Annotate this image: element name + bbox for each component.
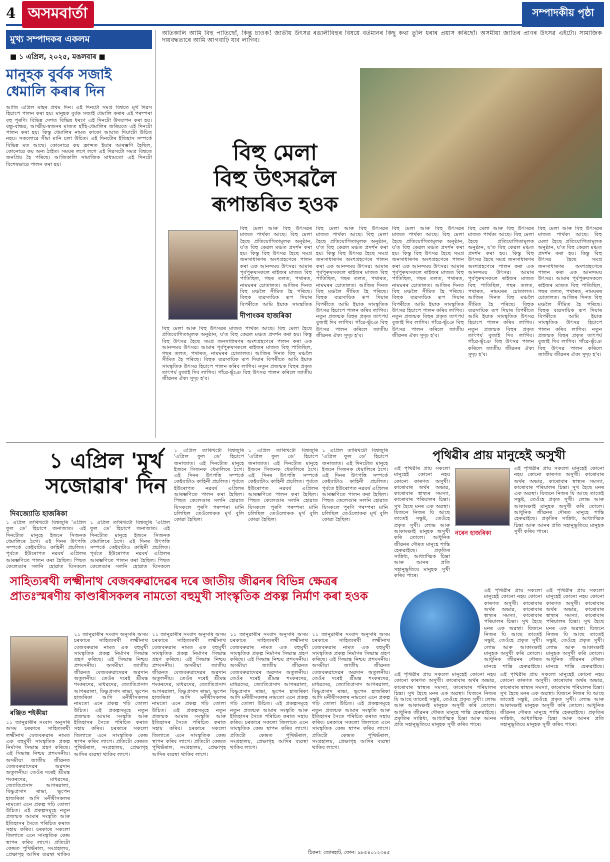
bihu-author: দীপাংকৰ হাজৰিকা: [240, 312, 292, 320]
editorial-header: মুখ্য সম্পাদকৰ একলম: [6, 30, 152, 49]
fools-body-col-1: ১ এপ্ৰিল তাৰিখটো বিশ্বজুৰি 'এপ্ৰিল ফুল ডে' হিচাপে জনাজাত। এই দিনটোত মানুহে ইজনে সিজনক ধেমালিৰে ঠগে। এই দিনৰ উৎপত্তি সম্পৰ্কে কেইবাটাও কাহিনী প্ৰচলিত। পূৰ্বতে ইউৰোপত নৱবৰ্ষ এপ্ৰিলৰ আৰম্ভণিতে পালন কৰা হৈছিল। পিছত কেলেণ্ডাৰ সলনি হোৱাত যিসকলে: [6, 520, 86, 570]
fools-body-col-5: ১ এপ্ৰিল তাৰিখটো বিশ্বজুৰি 'এপ্ৰিল ফুল ডে' হিচাপে জনাজাত। এই দিনটোত মানুহে ইজনে সিজনক ধেমালিৰে ঠগে। এই দিনৰ উৎপত্তি সম্পৰ্কে কেইবাটাও কাহিনী প্ৰচলিত। পূৰ্বতে ইউৰোপত নৱবৰ্ষ এপ্ৰিলৰ আৰম্ভণিতে পালন কৰা হৈছিল। পিছত কেলেণ্ডাৰ সলনি হোৱাত যিসকলে পুৰণি পৰম্পৰা মানি চলিছিল তেওঁলোকক মূৰ্খ বুলি কোৱা হৈছিল।: [322, 448, 388, 524]
bihu-body-col-2: বিহু মেলা আৰু বিহু উৎসৱৰ মাজত পাৰ্থক্য আছে। বিহু মেলা হৈছে প্ৰতিযোগিতামূলক অনুষ্ঠান, য'ত বিহু কেৱল মঞ্চত প্ৰদৰ্শন কৰা হয়। কিন্তু বিহু উৎসৱ হৈছে সমগ্ৰ জনসাধাৰণৰ অংশগ্ৰহণেৰে পালন কৰা এক আনন্দময় উৎসৱ। আমাৰ পূৰ্বপুৰুষসকলে ৰাইজৰ মাজত বিহু পাতিছিল, গছৰ তলত, পথাৰত, নামঘৰৰ চোতালত। আজিৰ দিনত বিহু মঞ্চলৈ সীমিত হৈ পৰিছে। বিহুক ব্যৱসায়িক ৰূপ দিয়াৰ বিপৰীতে আমি ইয়াক সাংস্কৃতিক উৎসৱ হিচাপে পালন কৰিব লাগিব। নতুন প্ৰজন্মক বিহুৰ প্ৰকৃত তাৎপৰ্য বুজাই দিব লাগিব। গাঁৱে-ভূঁঞে বিহু উৎসৱ পালন কৰিলে জাতীয় জীৱনৰ ঐক্য সুদৃঢ় হ'ব।: [162, 326, 312, 383]
sahitya-body-col-5: ১১ জানুৱাৰীৰ সংবাদ অনুসৰি অসম চৰকাৰে সাহিত্যৰথী লক্ষ্মীনাথ বেজবৰুৱাৰ নামত এক বহুমুখী সাংস্কৃতিক প্ৰকল্প নিৰ্মাণৰ সিদ্ধান্ত গ্ৰহণ কৰিছে। এই সিদ্ধান্ত নিশ্চয় প্ৰশংসনীয়। অসমীয়া জাতীয় জীৱনত বেজবৰুৱাদেৱৰ অৱদান অতুলনীয়। তেওঁৰ দৰেই শ্ৰীমন্ত শংকৰদেৱ, মাধৱদেৱ, জ্যোতিপ্ৰসাদ আগৰৱালা, বিষ্ণুপ্ৰসাদ ৰাভা, ভূপেন হাজৰিকা আদি মনীষীসকলৰ নামতো এনে প্ৰকল্প গঢ়ি তোলা উচিত। এই প্ৰকল্পসমূহে নতুন প্ৰজন্মক আমাৰ সংস্কৃতি আৰু ইতিহাসৰ সৈতে পৰিচিত কৰাত সহায় কৰিব। চৰকাৰে সকলো জিলাতে এনে সাংস্কৃতিক কেন্দ্ৰ স্থাপন কৰিব লাগে। প্ৰতিটো কেন্দ্ৰত পুথিভঁৰাল, সংগ্ৰহালয়, প্ৰেক্ষাগৃহ আদিৰ ব্যৱস্থা থাকিব লাগে।: [312, 632, 390, 752]
earth-body-col-6: এই পৃথিৱীৰ প্ৰায় সকলো মানুহেই কোনো নহয় কোনো কাৰণত অসুখী। কাৰোবাৰ অৰ্থৰ অভাৱ, কাৰোবাৰ স্বাস্থ্যৰ সমস্যা, কাৰোবাৰ পৰিয়ালৰ চিন্তা। সুখ হৈছে মনৰ এক অৱস্থা। যিজনে নিজৰ যি আছে তাতেই সন্তুষ্ট, তেওঁহে প্ৰকৃত সুখী। লোভ আৰু আকাংক্ষাই মানুহক অসুখী কৰি তোলে। আধুনিক জীৱনৰ দৌৰত মানুহে শান্তি হেৰুৱাইছে। প্ৰকৃতিৰ সান্নিধ্য, আধ্যাত্মিক চিন্তা আৰু আনৰ প্ৰতি সহানুভূতিয়ে মানুহক সুখী কৰিব পাৰে।: [500, 672, 604, 729]
earth-body-col-3: এই পৃথিৱীৰ প্ৰায় সকলো মানুহেই কোনো নহয় কোনো কাৰণত অসুখী। কাৰোবাৰ অৰ্থৰ অভাৱ, কাৰোবাৰ স্বাস্থ্যৰ সমস্যা, কাৰোবাৰ পৰিয়ালৰ চিন্তা। সুখ হৈছে মনৰ এক অৱস্থা। যিজনে নিজৰ যি আছে তাতেই সন্তুষ্ট, তেওঁহে প্ৰকৃত সুখী। লোভ আৰু আকাংক্ষাই মানুহক অসুখী কৰি তোলে। আধুনিক জীৱনৰ দৌৰত মানুহে শান্তি হেৰুৱাইছে।: [484, 588, 542, 668]
sahitya-signoff: ঠিকনা: জোৰহাট, ফোন: ৯৮৫৪০১২৩৪৫: [308, 850, 390, 856]
paper-logo: অসমবাৰ্তা: [22, 1, 94, 28]
bihu-dance-photo: [360, 68, 602, 218]
fools-headline-line-1: ১ এপ্ৰিল 'মূৰ্খ: [49, 448, 163, 473]
bihu-author-photo: [168, 230, 238, 320]
sahitya-author: ৰঞ্জিত শইকীয়া: [10, 709, 48, 717]
section-label: সম্পাদকীয় পৃষ্ঠা: [522, 2, 604, 27]
editorial-column: [6, 30, 156, 438]
bihu-headline-line-3: ৰূপান্তৰিত হওক: [211, 192, 339, 216]
editorial-headline: মানুহক বুৰ্বক সজাই ধেমালি কৰাৰ দিন: [6, 67, 112, 100]
earth-body-col-2: এই পৃথিৱীৰ প্ৰায় সকলো মানুহেই কোনো নহয় কোনো কাৰণত অসুখী। কাৰোবাৰ অৰ্থৰ অভাৱ, কাৰোবাৰ স্বাস্থ্যৰ সমস্যা, কাৰোবাৰ পৰিয়ালৰ চিন্তা। সুখ হৈছে মনৰ এক অৱস্থা। যিজনে নিজৰ যি আছে তাতেই সন্তুষ্ট, তেওঁহে প্ৰকৃত সুখী। লোভ আৰু আকাংক্ষাই মানুহক অসুখী কৰি তোলে। আধুনিক জীৱনৰ দৌৰত মানুহে শান্তি হেৰুৱাইছে। প্ৰকৃতিৰ সান্নিধ্য, আধ্যাত্মিক চিন্তা আৰু আনৰ প্ৰতি সহানুভূতিয়ে মানুহক সুখী কৰিব পাৰে।: [514, 466, 604, 535]
earth-author: নৰেন হাজৰিকা: [455, 530, 492, 537]
bihu-headline: [200, 140, 350, 216]
masthead: [6, 4, 604, 26]
sahitya-body-col-1: ১১ জানুৱাৰীৰ সংবাদ অনুসৰি অসম চৰকাৰে সাহিত্যৰথী লক্ষ্মীনাথ বেজবৰুৱাৰ নামত এক বহুমুখী সাংস্কৃতিক প্ৰকল্প নিৰ্মাণৰ সিদ্ধান্ত গ্ৰহণ কৰিছে। এই সিদ্ধান্ত নিশ্চয় প্ৰশংসনীয়। অসমীয়া জাতীয় জীৱনত বেজবৰুৱাদেৱৰ অৱদান অতুলনীয়। তেওঁৰ দৰেই শ্ৰীমন্ত শংকৰদেৱ, মাধৱদেৱ, জ্যোতিপ্ৰসাদ আগৰৱালা, বিষ্ণুপ্ৰসাদ ৰাভা, ভূপেন হাজৰিকা আদি মনীষীসকলৰ নামতো এনে প্ৰকল্প গঢ়ি তোলা উচিত। এই প্ৰকল্পসমূহে নতুন প্ৰজন্মক আমাৰ সংস্কৃতি আৰু ইতিহাসৰ সৈতে পৰিচিত কৰাত সহায় কৰিব। চৰকাৰে সকলো জিলাতে এনে সাংস্কৃতিক কেন্দ্ৰ স্থাপন কৰিব লাগে। প্ৰতিটো কেন্দ্ৰত পুথিভঁৰাল, সংগ্ৰহালয়, প্ৰেক্ষাগৃহ আদিৰ ব্যৱস্থা থাকিব: [6, 720, 70, 858]
bihu-body-col-6: বিহু মেলা আৰু বিহু উৎসৱৰ মাজত পাৰ্থক্য আছে। বিহু মেলা হৈছে প্ৰতিযোগিতামূলক অনুষ্ঠান, য'ত বিহু কেৱল মঞ্চত প্ৰদৰ্শন কৰা হয়। কিন্তু বিহু উৎসৱ হৈছে সমগ্ৰ জনসাধাৰণৰ অংশগ্ৰহণেৰে পালন কৰা এক আনন্দময় উৎসৱ। আমাৰ পূৰ্বপুৰুষসকলে ৰাইজৰ মাজত বিহু পাতিছিল, গছৰ তলত, পথাৰত, নামঘৰৰ চোতালত। আজিৰ দিনত বিহু মঞ্চলৈ সীমিত হৈ পৰিছে। বিহুক ব্যৱসায়িক ৰূপ দিয়াৰ বিপৰীতে আমি ইয়াক সাংস্কৃতিক উৎসৱ হিচাপে পালন কৰিব লাগিব। নতুন প্ৰজন্মক বিহুৰ প্ৰকৃত তাৎপৰ্য বুজাই দিব লাগিব। গাঁৱে-ভূঁঞে বিহু উৎসৱ পালন কৰিলে জাতীয় জীৱনৰ ঐক্য সুদৃঢ় হ'ব।: [538, 226, 602, 358]
bihu-body-col-1: বিহু মেলা আৰু বিহু উৎসৱৰ মাজত পাৰ্থক্য আছে। বিহু মেলা হৈছে প্ৰতিযোগিতামূলক অনুষ্ঠান, য'ত বিহু কেৱল মঞ্চত প্ৰদৰ্শন কৰা হয়। কিন্তু বিহু উৎসৱ হৈছে সমগ্ৰ জনসাধাৰণৰ অংশগ্ৰহণেৰে পালন কৰা এক আনন্দময় উৎসৱ। আমাৰ পূৰ্বপুৰুষসকলে ৰাইজৰ মাজত বিহু পাতিছিল, গছৰ তলত, পথাৰত, নামঘৰৰ চোতালত। আজিৰ দিনত বিহু মঞ্চলৈ সীমিত হৈ পৰিছে। বিহুক ব্যৱসায়িক ৰূপ দিয়াৰ বিপৰীতে আমি ইয়াক সাংস্কৃতিক: [240, 226, 312, 306]
earth-author-photo: [455, 468, 510, 526]
fools-body-col-4: ১ এপ্ৰিল তাৰিখটো বিশ্বজুৰি 'এপ্ৰিল ফুল ডে' হিচাপে জনাজাত। এই দিনটোত মানুহে ইজনে সিজনক ধেমালিৰে ঠগে। এই দিনৰ উৎপত্তি সম্পৰ্কে কেইবাটাও কাহিনী প্ৰচলিত। পূৰ্বতে ইউৰোপত নৱবৰ্ষ এপ্ৰিলৰ আৰম্ভণিতে পালন কৰা হৈছিল। পিছত কেলেণ্ডাৰ সলনি হোৱাত যিসকলে পুৰণি পৰম্পৰা মানি চলিছিল তেওঁলোকক মূৰ্খ বুলি কোৱা হৈছিল।: [248, 448, 318, 524]
fools-body-col-3: ১ এপ্ৰিল তাৰিখটো বিশ্বজুৰি 'এপ্ৰিল ফুল ডে' হিচাপে জনাজাত। এই দিনটোত মানুহে ইজনে সিজনক ধেমালিৰে ঠগে। এই দিনৰ উৎপত্তি সম্পৰ্কে কেইবাটাও কাহিনী প্ৰচলিত। পূৰ্বতে ইউৰোপত নৱবৰ্ষ এপ্ৰিলৰ আৰম্ভণিতে পালন কৰা হৈছিল। পিছত কেলেণ্ডাৰ সলনি হোৱাত যিসকলে পুৰণি পৰম্পৰা মানি চলিছিল তেওঁলোকক মূৰ্খ বুলি কোৱা হৈছিল।: [174, 448, 244, 524]
bihu-intro: অতিকালি আমি বিহু পাতিছোঁ, কিন্তু চাওক! জাতীয় উৎসৱ ৰঙালীবিহুৰ বিষয়ে বৰ্তমানৰ কিছু কথা তুলি ধৰাৰ প্ৰয়াস কৰিছোঁ। অসমীয়া জাতিৰ প্ৰাণৰ উৎসৱ এইটো। সামাজিক দায়বদ্ধতাৰে আমি আগবাঢ়ি যাব লাগিব।: [162, 30, 602, 45]
earth-globe-image: [400, 588, 480, 668]
bihu-body-col-4: বিহু মেলা আৰু বিহু উৎসৱৰ মাজত পাৰ্থক্য আছে। বিহু মেলা হৈছে প্ৰতিযোগিতামূলক অনুষ্ঠান, য'ত বিহু কেৱল মঞ্চত প্ৰদৰ্শন কৰা হয়। কিন্তু বিহু উৎসৱ হৈছে সমগ্ৰ জনসাধাৰণৰ অংশগ্ৰহণেৰে পালন কৰা এক আনন্দময় উৎসৱ। আমাৰ পূৰ্বপুৰুষসকলে ৰাইজৰ মাজত বিহু পাতিছিল, গছৰ তলত, পথাৰত, নামঘৰৰ চোতালত। আজিৰ দিনত বিহু মঞ্চলৈ সীমিত হৈ পৰিছে। বিহুক ব্যৱসায়িক ৰূপ দিয়াৰ বিপৰীতে আমি ইয়াক সাংস্কৃতিক উৎসৱ হিচাপে পালন কৰিব লাগিব। নতুন প্ৰজন্মক বিহুৰ প্ৰকৃত তাৎপৰ্য বুজাই দিব লাগিব। গাঁৱে-ভূঁঞে বিহু উৎসৱ পালন কৰিলে জাতীয় জীৱনৰ ঐক্য সুদৃঢ় হ'ব।: [392, 226, 464, 340]
editorial-date: ■ ১ এপ্ৰিল, ২০২৫, মঙলবাৰ ■: [10, 53, 106, 61]
page-number: 4: [6, 6, 16, 22]
fools-headline-line-2: সজোৱাৰ' দিন: [45, 473, 167, 498]
sahitya-body-col-2: ১১ জানুৱাৰীৰ সংবাদ অনুসৰি অসম চৰকাৰে সাহিত্যৰথী লক্ষ্মীনাথ বেজবৰুৱাৰ নামত এক বহুমুখী সাংস্কৃতিক প্ৰকল্প নিৰ্মাণৰ সিদ্ধান্ত গ্ৰহণ কৰিছে। এই সিদ্ধান্ত নিশ্চয় প্ৰশংসনীয়। অসমীয়া জাতীয় জীৱনত বেজবৰুৱাদেৱৰ অৱদান অতুলনীয়। তেওঁৰ দৰেই শ্ৰীমন্ত শংকৰদেৱ, মাধৱদেৱ, জ্যোতিপ্ৰসাদ আগৰৱালা, বিষ্ণুপ্ৰসাদ ৰাভা, ভূপেন হাজৰিকা আদি মনীষীসকলৰ নামতো এনে প্ৰকল্প গঢ়ি তোলা উচিত। এই প্ৰকল্পসমূহে নতুন প্ৰজন্মক আমাৰ সংস্কৃতি আৰু ইতিহাসৰ সৈতে পৰিচিত কৰাত সহায় কৰিব। চৰকাৰে সকলো জিলাতে এনে সাংস্কৃতিক কেন্দ্ৰ স্থাপন কৰিব লাগে। প্ৰতিটো কেন্দ্ৰত পুথিভঁৰাল, সংগ্ৰহালয়, প্ৰেক্ষাগৃহ আদিৰ ব্যৱস্থা থাকিব লাগে।: [74, 632, 148, 758]
earth-body-col-5: এই পৃথিৱীৰ প্ৰায় সকলো মানুহেই কোনো নহয় কোনো কাৰণত অসুখী। কাৰোবাৰ অৰ্থৰ অভাৱ, কাৰোবাৰ স্বাস্থ্যৰ সমস্যা, কাৰোবাৰ পৰিয়ালৰ চিন্তা। সুখ হৈছে মনৰ এক অৱস্থা। যিজনে নিজৰ যি আছে তাতেই সন্তুষ্ট, তেওঁহে প্ৰকৃত সুখী। লোভ আৰু আকাংক্ষাই মানুহক অসুখী কৰি তোলে। আধুনিক জীৱনৰ দৌৰত মানুহে শান্তি হেৰুৱাইছে। প্ৰকৃতিৰ সান্নিধ্য, আধ্যাত্মিক চিন্তা আৰু আনৰ প্ৰতি সহানুভূতিয়ে মানুহক সুখী কৰিব পাৰে।: [394, 672, 496, 729]
bihu-body-col-3: বিহু মেলা আৰু বিহু উৎসৱৰ মাজত পাৰ্থক্য আছে। বিহু মেলা হৈছে প্ৰতিযোগিতামূলক অনুষ্ঠান, য'ত বিহু কেৱল মঞ্চত প্ৰদৰ্শন কৰা হয়। কিন্তু বিহু উৎসৱ হৈছে সমগ্ৰ জনসাধাৰণৰ অংশগ্ৰহণেৰে পালন কৰা এক আনন্দময় উৎসৱ। আমাৰ পূৰ্বপুৰুষসকলে ৰাইজৰ মাজত বিহু পাতিছিল, গছৰ তলত, পথাৰত, নামঘৰৰ চোতালত। আজিৰ দিনত বিহু মঞ্চলৈ সীমিত হৈ পৰিছে। বিহুক ব্যৱসায়িক ৰূপ দিয়াৰ বিপৰীতে আমি ইয়াক সাংস্কৃতিক উৎসৱ হিচাপে পালন কৰিব লাগিব। নতুন প্ৰজন্মক বিহুৰ প্ৰকৃত তাৎপৰ্য বুজাই দিব লাগিব। গাঁৱে-ভূঁঞে বিহু উৎসৱ পালন কৰিলে জাতীয় জীৱনৰ ঐক্য সুদৃঢ় হ'ব।: [316, 226, 388, 340]
divider-horizontal: [6, 442, 604, 443]
sahitya-headline: সাহিত্যৰথী লক্ষ্মীনাথ বেজবৰুৱাদেৱৰ দৰে জাতীয় জীৱনৰ বিভিন্ন ক্ষেত্ৰৰ প্ৰাতঃস্মৰণীয় কাণ্ডাৰীসকলৰ নামতো বহুমুখী সাংস্কৃতিক প্ৰকল্প নিৰ্মাণ কৰা হওক: [10, 574, 368, 603]
earth-body-col-1: এই পৃথিৱীৰ প্ৰায় সকলো মানুহেই কোনো নহয় কোনো কাৰণত অসুখী। কাৰোবাৰ অৰ্থৰ অভাৱ, কাৰোবাৰ স্বাস্থ্যৰ সমস্যা, কাৰোবাৰ পৰিয়ালৰ চিন্তা। সুখ হৈছে মনৰ এক অৱস্থা। যিজনে নিজৰ যি আছে তাতেই সন্তুষ্ট, তেওঁহে প্ৰকৃত সুখী। লোভ আৰু আকাংক্ষাই মানুহক অসুখী কৰি তোলে। আধুনিক জীৱনৰ দৌৰত মানুহে শান্তি হেৰুৱাইছে। প্ৰকৃতিৰ সান্নিধ্য, আধ্যাত্মিক চিন্তা আৰু আনৰ প্ৰতি সহানুভূতিয়ে মানুহক সুখী কৰিব পাৰে।: [394, 466, 450, 580]
fools-author: দিবজ্যোতি হাজৰিকা: [10, 510, 68, 518]
bihu-headline-line-1: বিহু মেলা: [232, 140, 318, 166]
earth-headline: পৃথিৱীৰ প্ৰায় মানুহেই অসুখী: [432, 448, 566, 462]
bihu-body-col-5: বিহু মেলা আৰু বিহু উৎসৱৰ মাজত পাৰ্থক্য আছে। বিহু মেলা হৈছে প্ৰতিযোগিতামূলক অনুষ্ঠান, য'ত বিহু কেৱল মঞ্চত প্ৰদৰ্শন কৰা হয়। কিন্তু বিহু উৎসৱ হৈছে সমগ্ৰ জনসাধাৰণৰ অংশগ্ৰহণেৰে পালন কৰা এক আনন্দময় উৎসৱ। আমাৰ পূৰ্বপুৰুষসকলে ৰাইজৰ মাজত বিহু পাতিছিল, গছৰ তলত, পথাৰত, নামঘৰৰ চোতালত। আজিৰ দিনত বিহু মঞ্চলৈ সীমিত হৈ পৰিছে। বিহুক ব্যৱসায়িক ৰূপ দিয়াৰ বিপৰীতে আমি ইয়াক সাংস্কৃতিক উৎসৱ হিচাপে পালন কৰিব লাগিব। নতুন প্ৰজন্মক বিহুৰ প্ৰকৃত তাৎপৰ্য বুজাই দিব লাগিব। গাঁৱে-ভূঁঞে বিহু উৎসৱ পালন কৰিলে জাতীয় জীৱনৰ ঐক্য সুদৃঢ় হ'ব।: [468, 226, 534, 358]
sahitya-body-col-4: ১১ জানুৱাৰীৰ সংবাদ অনুসৰি অসম চৰকাৰে সাহিত্যৰথী লক্ষ্মীনাথ বেজবৰুৱাৰ নামত এক বহুমুখী সাংস্কৃতিক প্ৰকল্প নিৰ্মাণৰ সিদ্ধান্ত গ্ৰহণ কৰিছে। এই সিদ্ধান্ত নিশ্চয় প্ৰশংসনীয়। অসমীয়া জাতীয় জীৱনত বেজবৰুৱাদেৱৰ অৱদান অতুলনীয়। তেওঁৰ দৰেই শ্ৰীমন্ত শংকৰদেৱ, মাধৱদেৱ, জ্যোতিপ্ৰসাদ আগৰৱালা, বিষ্ণুপ্ৰসাদ ৰাভা, ভূপেন হাজৰিকা আদি মনীষীসকলৰ নামতো এনে প্ৰকল্প গঢ়ি তোলা উচিত। এই প্ৰকল্পসমূহে নতুন প্ৰজন্মক আমাৰ সংস্কৃতি আৰু ইতিহাসৰ সৈতে পৰিচিত কৰাত সহায় কৰিব। চৰকাৰে সকলো জিলাতে এনে সাংস্কৃতিক কেন্দ্ৰ স্থাপন কৰিব লাগে। প্ৰতিটো কেন্দ্ৰত পুথিভঁৰাল, সংগ্ৰহালয়, প্ৰেক্ষাগৃহ আদিৰ ব্যৱস্থা থাকিব লাগে।: [230, 632, 308, 752]
editorial-body: আজি এপ্ৰিল মাহৰ প্ৰথম দিন। এই দিনটো সমগ্ৰ বিশ্বতে মূৰ্খ দিৱস হিচাপে পালন কৰা হয়। মানুহক বুৰ্বক সজাই ধেমালি কৰাৰ এই পৰম্পৰা বহু পুৰণি। বিভিন্ন দেশত বিভিন্ন ধৰণে এই দিনটো উদযাপন কৰা হয়। বন্ধু-বান্ধৱ, আত্মীয়-স্বজনৰ মাজত হাঁহি-ধেমালিৰ জৰিয়তে এই দিনটো পালন কৰা হয়। কিন্তু ধেমালিৰ নামত কাকো আঘাত দিয়াটো উচিত নহয়। সকলোৱে সীমা মানি চলা উচিত। এই দিনটোৰ ইতিহাস সম্পৰ্কে বিভিন্ন মত আছে। কোনোৱে কয় ফ্ৰান্সত ইয়াৰ আৰম্ভণি হৈছিল, কোনোৱে কয় অন্য ঠাইত। সময়ৰ লগে লগে এই দিৱসটো সমগ্ৰ বিশ্বতে জনপ্ৰিয় হৈ পৰিছে। আজিকালি সামাজিক মাধ্যমতো এই দিনটো বিশেষভাৱে পালন কৰা হয়।: [6, 105, 152, 168]
earth-body-col-4: এই পৃথিৱীৰ প্ৰায় সকলো মানুহেই কোনো নহয় কোনো কাৰণত অসুখী। কাৰোবাৰ অৰ্থৰ অভাৱ, কাৰোবাৰ স্বাস্থ্যৰ সমস্যা, কাৰোবাৰ পৰিয়ালৰ চিন্তা। সুখ হৈছে মনৰ এক অৱস্থা। যিজনে নিজৰ যি আছে তাতেই সন্তুষ্ট, তেওঁহে প্ৰকৃত সুখী। লোভ আৰু আকাংক্ষাই মানুহক অসুখী কৰি তোলে। আধুনিক জীৱনৰ দৌৰত মানুহে শান্তি হেৰুৱাইছে।: [546, 588, 604, 668]
bihu-headline-line-2: বিহু উৎসৱলৈ: [213, 166, 337, 192]
fools-body-col-2: ১ এপ্ৰিল তাৰিখটো বিশ্বজুৰি 'এপ্ৰিল ফুল ডে' হিচাপে জনাজাত। এই দিনটোত মানুহে ইজনে সিজনক ধেমালিৰে ঠগে। এই দিনৰ উৎপত্তি সম্পৰ্কে কেইবাটাও কাহিনী প্ৰচলিত। পূৰ্বতে ইউৰোপত নৱবৰ্ষ এপ্ৰিলৰ আৰম্ভণিতে পালন কৰা হৈছিল। পিছত কেলেণ্ডাৰ সলনি হোৱাত যিসকলে: [90, 520, 170, 570]
sahitya-body-col-3: ১১ জানুৱাৰীৰ সংবাদ অনুসৰি অসম চৰকাৰে সাহিত্যৰথী লক্ষ্মীনাথ বেজবৰুৱাৰ নামত এক বহুমুখী সাংস্কৃতিক প্ৰকল্প নিৰ্মাণৰ সিদ্ধান্ত গ্ৰহণ কৰিছে। এই সিদ্ধান্ত নিশ্চয় প্ৰশংসনীয়। অসমীয়া জাতীয় জীৱনত বেজবৰুৱাদেৱৰ অৱদান অতুলনীয়। তেওঁৰ দৰেই শ্ৰীমন্ত শংকৰদেৱ, মাধৱদেৱ, জ্যোতিপ্ৰসাদ আগৰৱালা, বিষ্ণুপ্ৰসাদ ৰাভা, ভূপেন হাজৰিকা আদি মনীষীসকলৰ নামতো এনে প্ৰকল্প গঢ়ি তোলা উচিত। এই প্ৰকল্পসমূহে নতুন প্ৰজন্মক আমাৰ সংস্কৃতি আৰু ইতিহাসৰ সৈতে পৰিচিত কৰাত সহায় কৰিব। চৰকাৰে সকলো জিলাতে এনে সাংস্কৃতিক কেন্দ্ৰ স্থাপন কৰিব লাগে। প্ৰতিটো কেন্দ্ৰত পুথিভঁৰাল, সংগ্ৰহালয়, প্ৰেক্ষাগৃহ আদিৰ ব্যৱস্থা থাকিব লাগে।: [152, 632, 226, 758]
sahitya-author-photo: [10, 636, 68, 706]
